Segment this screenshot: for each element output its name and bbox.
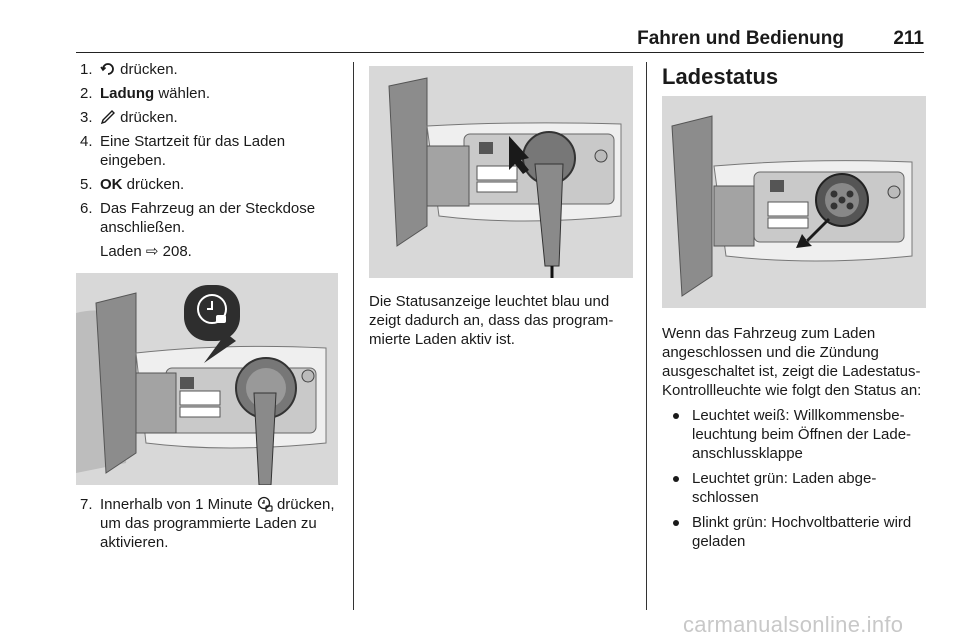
step-2: 2. Ladung wählen. (80, 85, 211, 102)
clock-plug-icon (257, 496, 273, 512)
clock-refresh-icon (100, 61, 116, 77)
page-header (76, 28, 924, 53)
pen-icon (100, 109, 116, 125)
step-6: 6. Das Fahrzeug an der Steckdose anschließen. (80, 200, 316, 236)
figure-charge-port (662, 96, 926, 308)
column-divider-2 (646, 62, 647, 610)
step-3: 3. drücken. (80, 109, 178, 126)
status-list (662, 406, 926, 551)
list-item: Leuchtet weiß: Willkommensbeleuchtung beim Öffnen der Ladeanschlussklappe (662, 406, 926, 463)
section-intro: Wenn das Fahrzeug zum Laden angeschlossen und die Zündung ausgeschaltet ist, zeigt die Ladestatus-Kontrollleuchte wie folgt den Status an: (662, 325, 922, 399)
column-2 (369, 66, 633, 349)
arrow-right-icon: ⇨ (145, 243, 159, 260)
figure-charging-port-button (76, 273, 338, 485)
status-text: Die Statusanzeige leuchtet blau und zeigt dadurch an, dass das programmierte Laden aktiv ist. (369, 293, 614, 348)
section-heading: Ladestatus (662, 64, 779, 89)
header-title: Fahren und Bedienung (637, 28, 844, 49)
column-1 (80, 60, 342, 552)
laden-reference: Laden ⇨ 208. (100, 243, 192, 260)
list-item: Leuchtet grün: Laden abgeschlossen (662, 469, 926, 507)
list-item: Blinkt grün: Hochvoltbatterie wird geladen (662, 513, 926, 551)
step-7: 7. Innerhalb von 1 Minute drücken, um das programmierte Laden zu aktivieren. (80, 496, 335, 551)
figure-plug-connected (369, 66, 633, 278)
page-number: 211 (893, 28, 924, 49)
column-divider-1 (353, 62, 354, 610)
step-1: 1. drücken. (80, 61, 178, 78)
watermark: carmanualsonline.info (683, 612, 904, 637)
column-3 (662, 64, 926, 557)
step-5: 5. OK drücken. (80, 176, 185, 193)
steps-list (80, 60, 342, 237)
step-4: 4. Eine Startzeit für das Laden eingeben. (80, 133, 286, 169)
